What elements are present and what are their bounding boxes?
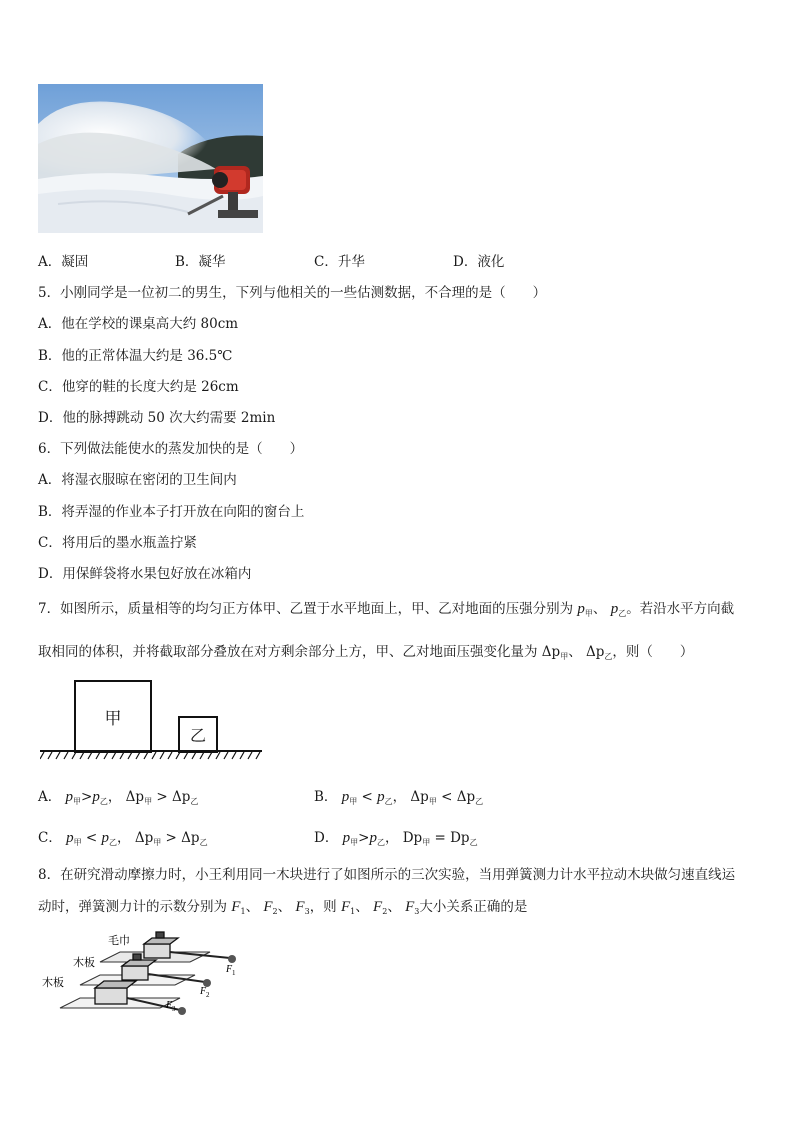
label-f1: F bbox=[226, 964, 233, 975]
snow-cannon-illustration bbox=[38, 84, 263, 233]
q6-option-b: B．将弄湿的作业本子打开放在向阳的窗台上 bbox=[38, 504, 305, 520]
friction-experiment-figure bbox=[40, 930, 260, 1040]
friction-experiment-drawing bbox=[40, 930, 260, 1040]
label-board-2: 木板 bbox=[42, 976, 64, 989]
q7-option-a: A． $p_甲>p_乙$， $\Delta p_甲 > \Delta p_乙$ bbox=[38, 789, 199, 806]
q6-option-d: D．用保鲜袋将水果包好放在冰箱内 bbox=[38, 566, 252, 582]
q5-stem: 5．小刚同学是一位初二的男生，下列与他相关的一些估测数据，不合理的是（ ） bbox=[38, 285, 547, 301]
q5-option-b: B．他的正常体温大约是 36.5℃ bbox=[38, 348, 233, 364]
option-d: D．液化 bbox=[453, 254, 505, 270]
label-f2-sub: 2 bbox=[206, 991, 210, 999]
label-f2: F bbox=[200, 986, 207, 997]
label-towel: 毛巾 bbox=[108, 934, 130, 947]
q7-stem-line1: 7．如图所示，质量相等的均匀正方体甲、乙置于水平地面上，甲、乙对地面的压强分别为 $p_甲$、 $p_乙$。若沿水平方向截 bbox=[38, 601, 735, 618]
ground-hatch bbox=[40, 749, 262, 761]
label-board-1: 木板 bbox=[73, 956, 95, 969]
q5-option-c: C．他穿的鞋的长度大约是 26cm bbox=[38, 379, 239, 395]
label-f3: F bbox=[166, 1000, 173, 1011]
q5-option-d: D．他的脉搏跳动 50 次大约需要 2min bbox=[38, 410, 276, 426]
q6-stem: 6．下列做法能使水的蒸发加快的是（ ） bbox=[38, 441, 304, 457]
q7-option-c: C． $p_甲 < p_乙$， $\Delta p_甲 > \Delta p_乙$ bbox=[38, 830, 208, 847]
label-f1-sub: 1 bbox=[232, 969, 236, 977]
q8-stem-line2: 动时，弹簧测力计的示数分别为 $F_1$、 $F_2$、 $F_3$，则 $F_1$、 $F_2$、 $F_3$大小关系正确的是 bbox=[38, 899, 528, 916]
option-a: A．凝固 bbox=[38, 254, 89, 270]
cube-yi: 乙 bbox=[178, 716, 218, 753]
cube-jia: 甲 bbox=[74, 680, 152, 753]
option-c: C．升华 bbox=[314, 254, 365, 270]
snow-cannon-photo bbox=[38, 84, 263, 233]
q7-option-d: D． $p_甲>p_乙$， $Dp_甲 = Dp_乙$ bbox=[314, 830, 478, 847]
q8-stem-line1: 8．在研究滑动摩擦力时，小王利用同一木块进行了如图所示的三次实验，当用弹簧测力计水平拉动木块做匀速直线运 bbox=[38, 867, 736, 883]
q7-stem-line2: 取相同的体积，并将截取部分叠放在对方剩余部分上方，甲、乙对地面压强变化量为 $\Delta p_甲$、 $\Delta p_乙$，则（ ） bbox=[38, 644, 694, 661]
option-b: B．凝华 bbox=[175, 254, 226, 270]
q7-option-b: B． $p_甲 < p_乙$， $\Delta p_甲 < \Delta p_乙$ bbox=[314, 789, 484, 806]
q6-option-a: A．将湿衣服晾在密闭的卫生间内 bbox=[38, 472, 237, 488]
q6-option-c: C．将用后的墨水瓶盖拧紧 bbox=[38, 535, 197, 551]
q5-option-a: A．他在学校的课桌高大约 80cm bbox=[38, 316, 239, 332]
label-f3-sub: 3 bbox=[172, 1005, 176, 1013]
